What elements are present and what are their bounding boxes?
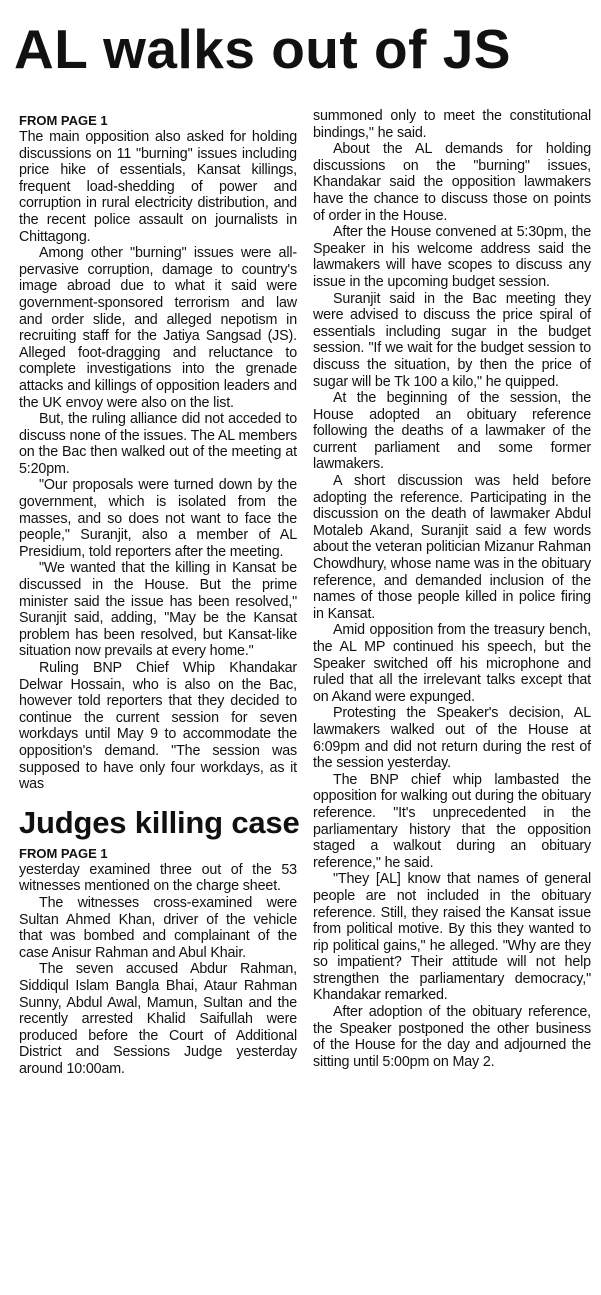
right-column <box>313 108 591 1070</box>
article-paragraph: "They [AL] know that names of general people are not included in the obituary reference. Still, they raised the Kansat issue from political motive. By this they wanted to rip political gains," he alleged. "Why are they so impatient? Their attitude will not help strengthen the parliamentary democracy," Khandakar remarked. <box>313 871 591 1004</box>
from-page-label: FROM PAGE 1 <box>19 845 108 861</box>
article-paragraph: "Our proposals were turned down by the government, which is isolated from the masses, and so does not want to face the people," Suranjit, also a member of AL Presidium, told reporters after the meeting. <box>19 477 297 560</box>
article-paragraph: After adoption of the obituary reference, the Speaker postponed the other business of the House for the day and adjourned the sitting until 5:00pm on May 2. <box>313 1004 591 1070</box>
judges-case-headline: Judges killing case <box>19 804 300 840</box>
article-paragraph: summoned only to meet the constitutional bindings," he said. <box>313 108 591 141</box>
article-paragraph: About the AL demands for holding discussions on the "burning" issues, Khandakar said the opposition lawmakers have the chance to discuss those on points of order in the House. <box>313 141 591 224</box>
article-paragraph: "We wanted that the killing in Kansat be discussed in the House. But the prime minister said the issue has been resolved," Suranjit said, adding, "May be the Kansat problem has been resolved, but Kansat-like situation now prevails at every home." <box>19 560 297 660</box>
headline: AL walks out of JS <box>14 18 511 80</box>
article-paragraph: The witnesses cross-examined were Sultan Ahmed Khan, driver of the vehicle that was bombed and complainant of the case Anisur Rahman and Abul Khair. <box>19 894 297 961</box>
from-page-label: FROM PAGE 1 <box>19 113 108 128</box>
article-paragraph: A short discussion was held before adopting the reference. Participating in the discussion on the death of lawmaker Abdul Motaleb Akand, Suranjit said a few words about the veteran politician Mizanur Rahman Chowdhury, whose name was in the obituary reference, and demanded inclusion of the names of those people killed in police firing in Kansat. <box>313 473 591 622</box>
article-paragraph: The main opposition also asked for holding discussions on 11 "burning" issues including price hike of essentials, Kansat killings, frequent load-shedding of power and corruption in rural electricity distribution, and the recent police assault on journalists in Chittagong. <box>19 129 297 245</box>
article-paragraph: Protesting the Speaker's decision, AL lawmakers walked out of the House at 6:09pm and did not return during the rest of the session yesterday. <box>313 705 591 772</box>
article-paragraph: Suranjit said in the Bac meeting they were advised to discuss the price spiral of essentials including sugar in the budget session. "If we wait for the budget session to discuss the situation, by then the price of sugar will be Tk 100 a kilo," he quipped. <box>313 290 591 390</box>
article-paragraph: yesterday examined three out of the 53 witnesses mentioned on the charge sheet. <box>19 861 297 895</box>
article-paragraph: Ruling BNP Chief Whip Khandakar Delwar Hossain, who is also on the Bac, however told reporters that they decided to continue the current session for seven workdays until May 9 to accommodate the opposition's demand. "The session was supposed to have only four workdays, as it was <box>19 660 297 793</box>
article-paragraph: Among other "burning" issues were all-pervasive corruption, damage to country's image abroad due to what it said were government-sponsored terrorism and law and order slide, and alleged nepotism in recruiting staff for the Jatiya Sangsad (JS). Alleged foot-dragging and reluctance to complete investigations into the grenade attacks and killings of opposition leaders and the UK envoy were also on the list. <box>19 245 297 411</box>
article-paragraph: But, the ruling alliance did not acceded to discuss none of the issues. The AL members on the Bac then walked out of the meeting at 5:20pm. <box>19 411 297 477</box>
article-paragraph: The seven accused Abdur Rahman, Siddiqul Islam Bangla Bhai, Ataur Rahman Sunny, Abdul Awal, Mamun, Sultan and the recently arrested Khalid Saifullah were produced before the Court of Additional District and Sessions Judge yesterday around 10:00am. <box>19 961 297 1077</box>
article-paragraph: Amid opposition from the treasury bench, the AL MP continued his speech, but the Speaker switched off his microphone and ruled that all the irrelevant talks except that on Akand were expunged. <box>313 622 591 705</box>
article-paragraph: At the beginning of the session, the House adopted an obituary reference following the deaths of a lawmaker of the current parliament and some former lawmakers. <box>313 390 591 473</box>
article-paragraph: After the House convened at 5:30pm, the Speaker in his welcome address said the lawmakers will have scopes to discuss any issue in the upcoming budget session. <box>313 224 591 290</box>
left-column <box>19 112 300 1077</box>
article-paragraph: The BNP chief whip lambasted the opposition for walking out during the obituary reference. "It's unprecedented in the parliamentary history that the opposition staged a walkout during an obituary reference," he said. <box>313 771 591 871</box>
